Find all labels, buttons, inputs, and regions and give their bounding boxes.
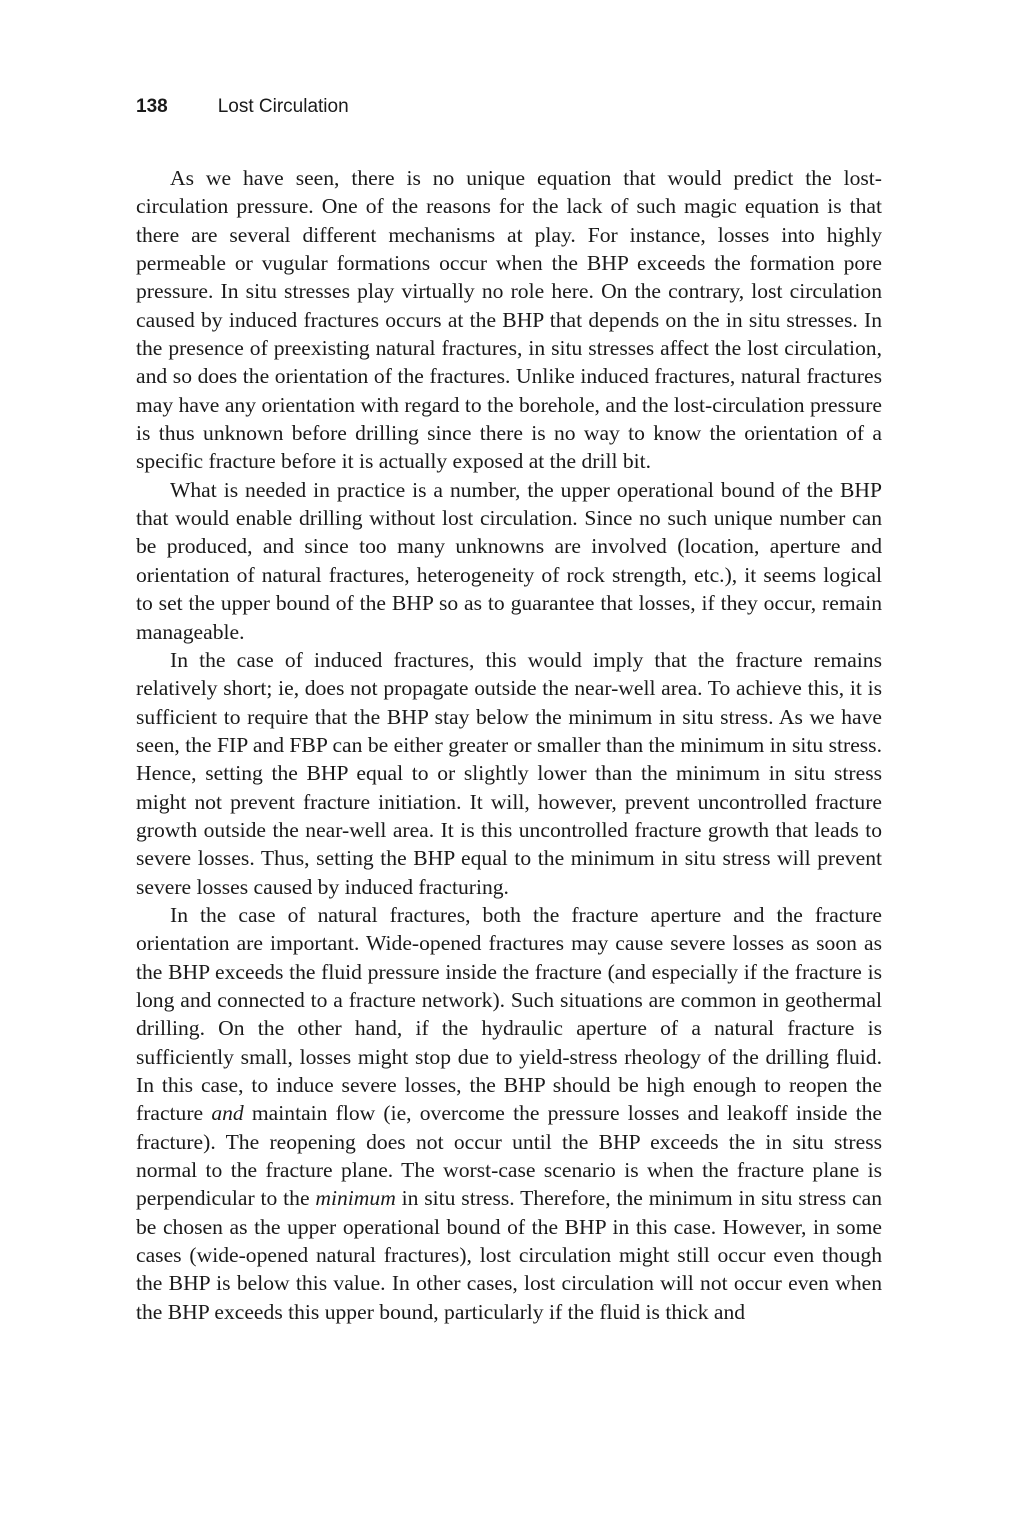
page-number: 138 xyxy=(136,96,168,117)
paragraph-1: As we have seen, there is no unique equation that would predict the lost-circulation pressure. One of the reasons for the lack of such magic equation is that there are several different mechanisms at play. For instance, losses into highly permeable or vugular formations occur when the BHP exceeds the formation pore pressure. In situ stresses play virtually no role here. On the contrary, lost circulation caused by induced fractures occurs at the BHP that depends on the in situ stresses. In the presence of preexisting natural fractures, in situ stresses affect the lost circulation, and so does the orientation of the fractures. Unlike induced fractures, natural fractures may have any orientation with regard to the borehole, and the lost-circulation pressure is thus unknown before drilling since there is no way to know the orientation of a specific fracture before it is actually exposed at the drill bit. xyxy=(136,166,882,474)
running-head xyxy=(136,96,349,124)
paragraph-3: In the case of induced fractures, this would imply that the fracture remains relatively short; ie, does not propagate outside the near-well area. To achieve this, it is sufficient to require that the BHP stay below the minimum in situ stress. As we have seen, the FIP and FBP can be either greater or smaller than the minimum in situ stress. Hence, setting the BHP equal to or slightly lower than the minimum in situ stress might not prevent fracture initiation. It will, however, prevent uncontrolled fracture growth outside the near-well area. It is this uncontrolled fracture growth that leads to severe losses. Thus, setting the BHP equal to the minimum in situ stress will prevent severe losses caused by induced fracturing. xyxy=(136,647,882,899)
emphasis-minimum: minimum xyxy=(315,1186,396,1211)
paragraph-4-text-a: In the case of natural fractures, both the fracture aperture and the fracture orientation are important. Wide-opened fractures may cause severe losses as soon as the BHP exceeds the fluid pressure inside the fracture (and especially if the fracture is long and connected to a fracture network). Such situations are common in geothermal drilling. On the other hand, if the hydraulic aperture of a natural fracture is sufficiently small, losses might stop due to yield-stress rheology of the drilling fluid. In this case, to induce severe losses, the BHP should be high enough to reopen the fracture xyxy=(136,902,882,1126)
running-title: Lost Circulation xyxy=(217,96,349,117)
paragraph-4-text-c: in situ stress. Therefore, the minimum in situ stress can be chosen as the upper operational bound of the BHP in this case. However, in some cases (wide-opened natural fractures), lost circulation might still occur even though the BHP is below this value. In other cases, lost circulation will not occur even when the BHP exceeds this upper bound, particularly if the fluid is thick and xyxy=(136,1186,882,1324)
body-text xyxy=(136,164,882,1326)
emphasis-and: and xyxy=(211,1101,244,1126)
paragraph-2: What is needed in practice is a number, the upper operational bound of the BHP that would enable drilling without lost circulation. Since no such unique number can be produced, and since too many unknowns are involved (location, aperture and orientation of natural fractures, heterogeneity of rock strength, etc.), it seems logical to set the upper bound of the BHP so as to guarantee that losses, if they occur, remain manageable. xyxy=(136,477,882,644)
paragraph-4-text-b: maintain flow (ie, overcome the pressure losses and leakoff inside the fracture). The reopening does not occur until the BHP exceeds the in situ stress normal to the fracture plane. The worst-case scenario is when the fracture plane is perpendicular to the xyxy=(136,1101,882,1211)
paragraph-4 xyxy=(136,901,882,1326)
